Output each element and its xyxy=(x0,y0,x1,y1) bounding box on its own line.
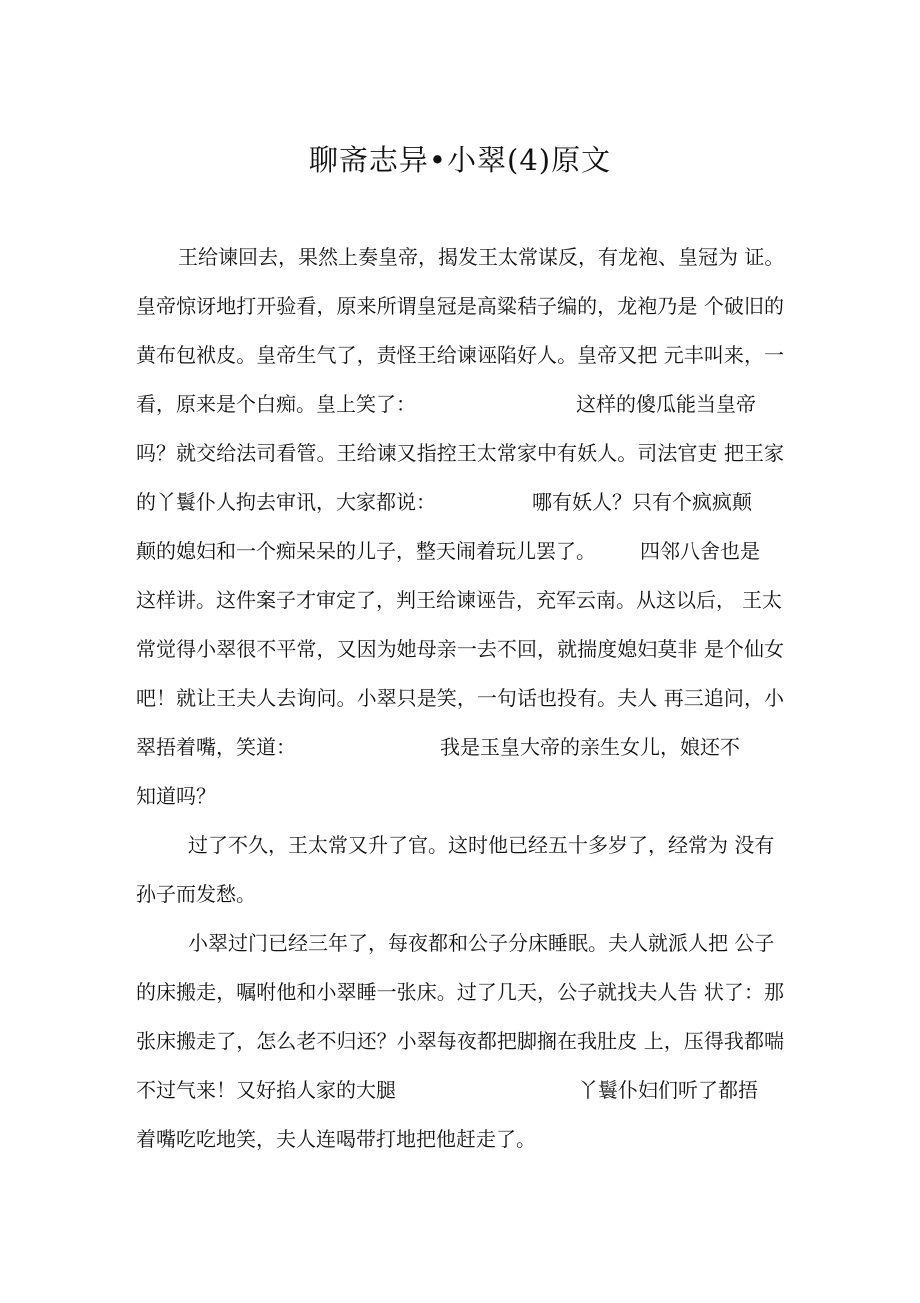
text-segment: 的丫鬟仆人拘去审讯，大家都说： xyxy=(136,490,436,514)
text-line xyxy=(136,436,786,470)
text-line xyxy=(136,1024,786,1058)
text-segment: 吗？就交给法司看管。王给谏又指控王太常家中有妖人。司法官吏 把王家 xyxy=(136,441,784,465)
text-segment: 不过气来！又好掐人家的大腿 xyxy=(136,1078,396,1102)
text-segment: 王给谏回去，果然上奏皇帝，揭发王太常谋反，有龙袍、皇冠为 证。 xyxy=(178,245,785,269)
text-segment: 小翠过门已经三年了，每夜都和公子分床睡眠。夫人就派人把 公子 xyxy=(188,931,775,955)
text-line xyxy=(136,926,786,960)
text-line xyxy=(136,632,786,666)
text-segment: 过了不久，王太常又升了官。这时他已经五十多岁了，经常为 没有 xyxy=(188,833,775,857)
text-segment: 这样讲。这件案子才审定了，判王给谏诬告，充军云南。从这以后， xyxy=(136,588,736,612)
text-line xyxy=(136,387,786,421)
text-line xyxy=(136,1122,786,1156)
text-segment: 我是玉皇大帝的亲生女儿，娘还不 xyxy=(440,735,740,759)
text-segment: 黄布包袱皮。皇帝生气了，责怪王给谏诬陷好人。皇帝又把 元丰叫来，一 xyxy=(136,343,784,367)
text-segment: 着嘴吃吃地笑，夫人连喝带打地把他赶走了。 xyxy=(136,1127,536,1151)
text-line xyxy=(136,975,786,1009)
text-line xyxy=(136,240,786,274)
text-line xyxy=(136,289,786,323)
text-segment: 看，原来是个白痴。皇上笑了： xyxy=(136,392,416,416)
text-segment: 皇帝惊讶地打开验看，原来所谓皇冠是高粱秸子编的，龙袍乃是 个破旧的 xyxy=(136,294,784,318)
text-line xyxy=(136,730,786,764)
text-line xyxy=(136,583,786,617)
text-segment: 张床搬走了，怎么老不归还？小翠每夜都把脚搁在我肚皮 上，压得我都喘 xyxy=(136,1029,784,1053)
text-segment: 常觉得小翠很不平常，又因为她母亲一去不回，就揣度媳妇莫非 是个仙女 xyxy=(136,637,784,661)
text-line xyxy=(136,681,786,715)
text-segment: 的床搬走，嘱咐他和小翠睡一张床。过了几天，公子就找夫人告 状了：那 xyxy=(136,980,784,1004)
text-segment: 吧！就让王夫人去询问。小翠只是笑，一句话也投有。夫人 再三追问，小 xyxy=(136,686,784,710)
text-segment: 翠捂着嘴，笑道： xyxy=(136,735,296,759)
document-title: 聊斋志异•小翠(4)原文 xyxy=(308,143,612,177)
text-line xyxy=(136,1073,786,1107)
text-segment: 丫鬟仆妇们听了都捂 xyxy=(578,1078,758,1102)
text-segment: 知道吗？ xyxy=(136,784,216,808)
text-line xyxy=(136,877,786,911)
text-segment: 哪有妖人？只有个疯疯颠 xyxy=(532,490,752,514)
text-segment: 这样的傻瓜能当皇帝 xyxy=(576,392,756,416)
text-line xyxy=(136,534,786,568)
text-segment: 四邻八舍也是 xyxy=(640,539,760,563)
text-line xyxy=(136,338,786,372)
text-line xyxy=(136,779,786,813)
text-segment: 孙子而发愁。 xyxy=(136,882,256,906)
text-line xyxy=(136,828,786,862)
text-segment: 颠的媳妇和一个痴呆呆的儿子，整天闹着玩儿罢了。 xyxy=(136,539,596,563)
text-segment: 王太 xyxy=(742,588,782,612)
text-line xyxy=(136,485,786,519)
